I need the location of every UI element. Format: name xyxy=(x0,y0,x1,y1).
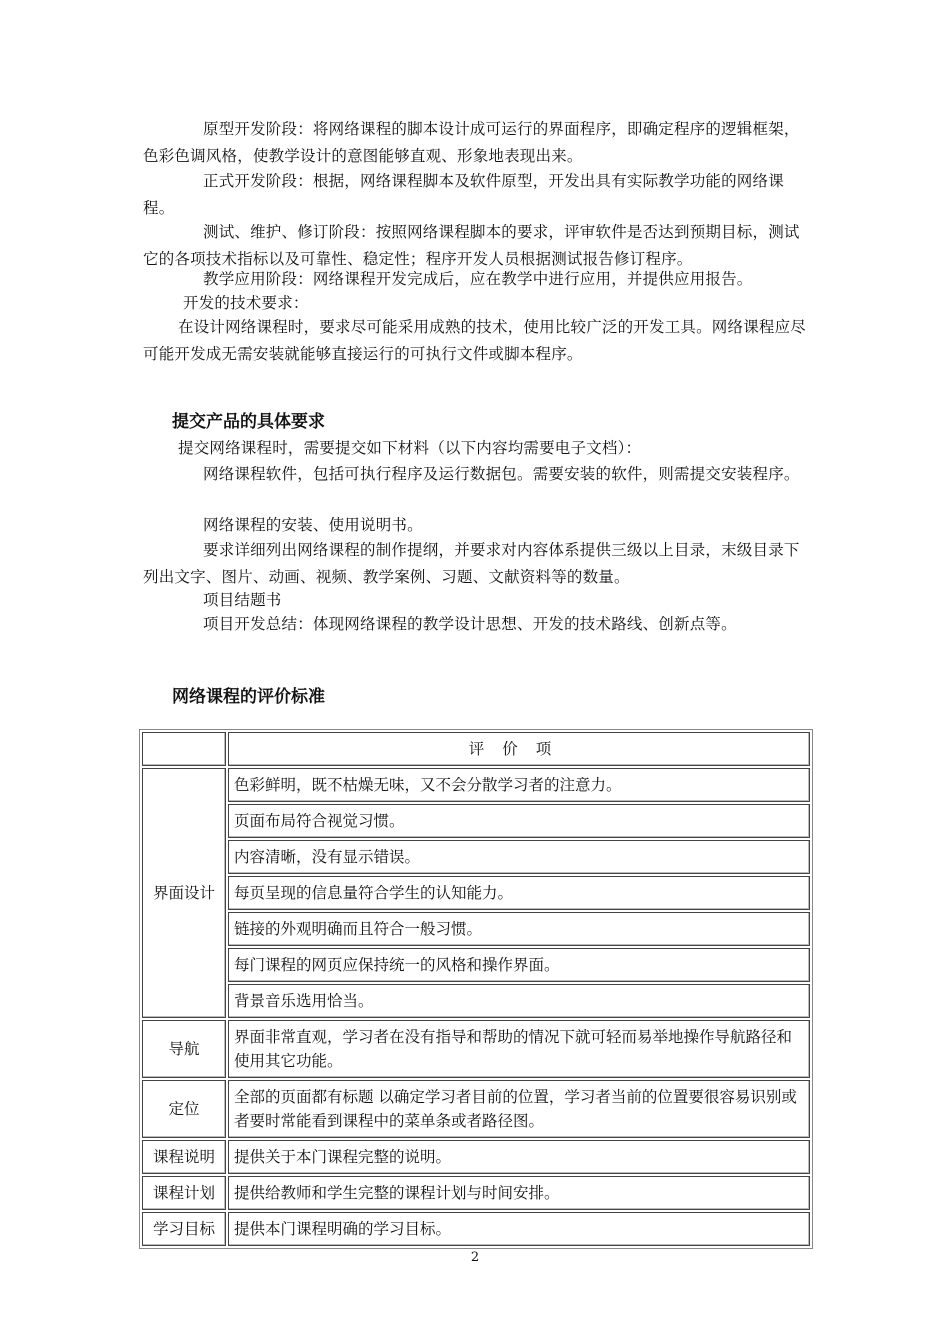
category-navigation: 导航 xyxy=(142,1020,226,1078)
submission-item-manual: 网络课程的安装、使用说明书。 xyxy=(203,516,423,534)
category-course-plan: 课程计划 xyxy=(142,1176,226,1210)
table-row xyxy=(142,768,810,802)
category-positioning: 定位 xyxy=(142,1080,226,1138)
table-header-row xyxy=(142,732,810,766)
page-number: 2 xyxy=(470,1250,480,1265)
paragraph-testing-stage: 测试、维护、修订阶段：按照网络课程脚本的要求，评审软件是否达到预期目标，测试它的各项技术指标以及可靠性、稳定性；程序开发人员根据测试报告修订程序。 xyxy=(143,223,800,268)
table-row xyxy=(142,840,810,874)
evaluation-table xyxy=(139,729,813,1249)
criterion-cell: 内容清晰，没有显示错误。 xyxy=(228,840,810,874)
paragraph-application-stage: 教学应用阶段：网络课程开发完成后，应在教学中进行应用，并提供应用报告。 xyxy=(203,270,753,288)
section-heading-evaluation: 网络课程的评价标准 xyxy=(172,687,325,707)
category-interface-design: 界面设计 xyxy=(142,768,226,1018)
table-row xyxy=(142,1212,810,1246)
section-heading-submission: 提交产品的具体要求 xyxy=(172,412,325,432)
criterion-cell: 色彩鲜明，既不枯燥无味，又不会分散学习者的注意力。 xyxy=(228,768,810,802)
table-row xyxy=(142,1176,810,1210)
table-row xyxy=(142,804,810,838)
category-learning-objectives: 学习目标 xyxy=(142,1212,226,1246)
criterion-cell: 提供给教师和学生完整的课程计划与时间安排。 xyxy=(228,1176,810,1210)
table-row xyxy=(142,876,810,910)
submission-item-report: 项目结题书 xyxy=(203,591,282,609)
criterion-cell: 每页呈现的信息量符合学生的认知能力。 xyxy=(228,876,810,910)
table-header-empty-cell xyxy=(142,732,226,766)
submission-item-summary: 项目开发总结：体现网络课程的教学设计思想、开发的技术路线、创新点等。 xyxy=(203,615,737,633)
paragraph-formal-stage: 正式开发阶段：根据，网络课程脚本及软件原型，开发出具有实际教学功能的网络课程。 xyxy=(143,172,784,217)
submission-item-outline: 要求详细列出网络课程的制作提纲，并要求对内容体系提供三级以上目录，末级目录下列出文字、图片、动画、视频、教学案例、习题、文献资料等的数量。 xyxy=(143,541,800,586)
paragraph-tech-requirements: 在设计网络课程时，要求尽可能采用成熟的技术，使用比较广泛的开发工具。网络课程应尽可能开发成无需安装就能够直接运行的可执行文件或脚本程序。 xyxy=(143,318,807,363)
table-row xyxy=(142,912,810,946)
criterion-cell: 界面非常直观，学习者在没有指导和帮助的情况下就可轻而易举地操作导航路径和使用其它功能。 xyxy=(228,1020,810,1078)
criterion-cell: 背景音乐选用恰当。 xyxy=(228,984,810,1018)
table-row xyxy=(142,948,810,982)
criterion-cell: 提供关于本门课程完整的说明。 xyxy=(228,1140,810,1174)
criterion-cell: 页面布局符合视觉习惯。 xyxy=(228,804,810,838)
table-row xyxy=(142,984,810,1018)
paragraph-tech-requirements-title: 开发的技术要求： xyxy=(183,294,309,312)
table-header-cell: 评价项 xyxy=(228,732,810,766)
table-row xyxy=(142,1140,810,1174)
paragraph-submission-intro: 提交网络课程时，需要提交如下材料（以下内容均需要电子文档）： xyxy=(178,439,642,457)
submission-item-software: 网络课程软件，包括可执行程序及运行数据包。需要安装的软件，则需提交安装程序。 xyxy=(203,465,800,483)
criterion-cell: 全部的页面都有标题 以确定学习者目前的位置，学习者当前的位置要很容易识别或者要时常能看到课程中的菜单条或者路径图。 xyxy=(228,1080,810,1138)
criterion-cell: 提供本门课程明确的学习目标。 xyxy=(228,1212,810,1246)
table-row xyxy=(142,1020,810,1078)
criterion-cell: 每门课程的网页应保持统一的风格和操作界面。 xyxy=(228,948,810,982)
criterion-cell: 链接的外观明确而且符合一般习惯。 xyxy=(228,912,810,946)
category-course-description: 课程说明 xyxy=(142,1140,226,1174)
paragraph-prototype-stage: 原型开发阶段：将网络课程的脚本设计成可运行的界面程序，即确定程序的逻辑框架，色彩色调风格，使教学设计的意图能够直观、形象地表现出来。 xyxy=(143,120,800,165)
table-row xyxy=(142,1080,810,1138)
